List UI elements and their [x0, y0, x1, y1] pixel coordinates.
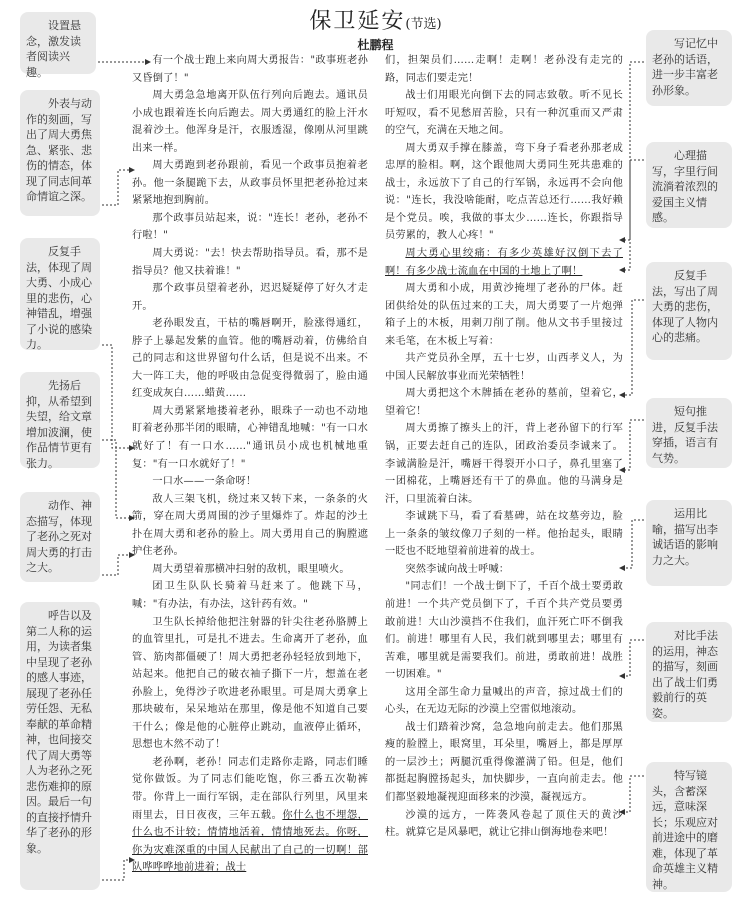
- paragraph: 共产党员孙全厚，五十七岁，山西孝义人，为中国人民解放事业而光荣牺牲！: [385, 353, 623, 382]
- annotation-note: 特写镜头，含蓄深远，意味深长；乐观应对前进途中的磨难，体现了革命英雄主义精神。: [646, 762, 732, 892]
- connector: [102, 860, 134, 880]
- paragraph: 周大勇心里绞痛：有多少英雄好汉倒下去了啊！有多少战士流血在中国的土地上了啊！: [385, 248, 623, 277]
- paragraph: 沙漠的远方，一阵袭风卷起了顶住天的黄沙柱。就算它是风暴吧，就让它排山倒海地卷来吧！: [385, 809, 623, 839]
- paragraph: 突然李诚向战士呼喊：: [405, 563, 510, 575]
- annotation-note: 心理描写，字里行间流淌着浓烈的爱国主义情感。: [646, 142, 732, 228]
- connector: [620, 776, 644, 812]
- connector: [620, 520, 644, 568]
- annotation-note: 呼告以及第二人称的运用，为读者集中呈现了老孙的感人事迹，展现了老孙任劳任怨、无私奉献的革命精神，也间接交代了周大勇等人为老孙之死悲伤难抑的原因。最后一句的直接抒情升华了老孙的形象。: [20, 602, 100, 890]
- connector: [620, 62, 644, 240]
- paragraph: 卫生队长掉给他把注射器的针尖往老孙胳膊上的血管里扎，可是扎不进去。生命离开了老孙，血管、筋肉都僵硬了！周大勇把老孙轻轻放到地下，站起来。他把自己的破衣袖子撕下一片，想盖在老孙脸上，免得沙子吹进老孙眼里。可是周大勇拿上那块破布，呆呆地站在那里，像是他不知道自己要干什么；像是他的心脏停止跳动，血液停止循环，思想也木然不动了！: [132, 616, 368, 751]
- connector: [102, 345, 134, 448]
- annotation-note: 动作、神态描写，体现了老孙之死对周大勇的打击之大。: [20, 492, 100, 582]
- paragraph: 周大勇和小成，用黄沙掩埋了老孙的尸体。赶团供给处的队伍过来的工夫，周大勇要了一片炮弹箱子上的木板，用刺刀削了削。他从文书手里接过来毛笔，在木板上写着：: [385, 283, 623, 347]
- paragraph: 周大勇紧紧地搂着老孙，眼珠子一动也不动地盯着老孙那半闭的眼睛，心神错乱地喊："有一口水就好了！有一口水……"通讯员小成也机械地重复："有一口水就好了！": [132, 405, 368, 470]
- paragraph: 敌人三架飞机，绕过来又转下来，一条条的火箭，穿在周大勇周围的沙子里爆炸了。炸起的沙土扑在周大勇和老孙的脸上。周大勇用自己的胸膛遮护住老孙。: [132, 493, 368, 558]
- paragraph: 周大勇双手撑在膝盖，弯下身子看老孙那老成忠厚的脸相。啊，这个跟他周大勇同生死共患难的战士，永远放下了自己的行军锅，永远再不会向他说："连长，我没啥能耐，吃点苦总还行……我好赖是个党员。唉，我做的事太少……连长，你跟指导员劳累的，教人心疼！": [385, 142, 623, 242]
- paragraph: 周大勇说："去！快去帮助指导员。看，那不是指导员？他又扶着谁！": [132, 248, 368, 277]
- paragraph: 一口水——一条命呀！: [152, 476, 257, 488]
- paragraph: 有一个战士跑上来向周大勇报告："政事班老孙又昏倒了！": [132, 55, 368, 84]
- paragraph: 李诚跳下马，看了看墓碑，站在坟墓旁边，脸上一条条的皱纹像刀子刻的一样。他抬起头，眼睛一眨也不眨地望着前进着的战士。: [385, 511, 623, 558]
- connector: [102, 170, 134, 205]
- paragraph: 那个政事员望着老孙，迟迟疑疑停了好久才走开。: [132, 283, 368, 312]
- annotation-note: 对比手法的运用，神态的描写，刻画出了战士们勇毅前行的英姿。: [646, 622, 732, 722]
- paragraph: 那个政事员站起来，说："连长！老孙，老孙不行啦！": [132, 212, 368, 242]
- paragraph: 周大勇跑到老孙跟前，看见一个政事员抱着老孙。他一条腿跪下去，从政事员怀里把老孙抢过来紧紧地抱到胸前。: [132, 160, 368, 207]
- annotation-note: 先扬后抑，从希望到失望，给文章增加波澜，使作品情节更有张力。: [20, 372, 100, 468]
- annotation-note: 运用比喻，描写出李诚话语的影响力之大。: [646, 500, 732, 586]
- connector: [102, 440, 134, 518]
- paragraph: 老孙啊，老孙！同志们走路你走路，同志们睡觉你做饭。为了同志们能吃饱，你三番五次勒裤带。你背上一面行军锅，走在部队行列里，风里来雨里去，日日夜夜，三年五载。你什么也不埋怨，什么也不计较；情情地活着，情情地死去。你呀，你为灾难深重的中国人民献出了自己的一切啊！部队哗哗哗地前进着；战士: [132, 756, 368, 874]
- annotation-note: 反复手法，体现了周大勇、小成心里的悲伤，心神错乱，增强了小说的感染力。: [20, 238, 100, 350]
- annotation-note: 设置悬念，激发读者阅读兴趣。: [20, 12, 96, 74]
- author: 杜鹏程: [357, 38, 394, 52]
- annotation-note: 反复手法，写出了周大勇的悲伤，体现了人物内心的悲痛。: [646, 262, 732, 360]
- paragraph: 老孙眼发直，干枯的嘴唇啊开，脸涨得通红，脖子上暴起发紫的血管。他的嘴唇动着，仿佛给自己的同志和这世界留句什么话，但是说不出来。不大一阵工夫，他的呼吸由急促变得微弱了，脸由通红变成灰白……蜡黄……: [132, 318, 368, 400]
- annotation-note: 外表与动作的刻画，写出了周大勇焦急、紧张、悲伤的情态，体现了同志间革命情谊之深。: [20, 90, 100, 216]
- paragraph: 战士们踏着沙窝，急急地向前走去。他们那黑瘦的脸膛上，眼窝里，耳朵里，嘴唇上，都是厚厚的一层沙土；两腿沉重得像灌满了铅。但是，他们都挺起胸膛扬起头，加快脚步，一直向前走去。他们都坚毅地凝视迎面移来的沙漠，凝视远方。: [385, 721, 623, 803]
- paragraph: 周大勇擦了擦头上的汗，背上老孙留下的行军锅，正要去赶自己的连队，团政治委员李诚来了。李诚满脸是汗，嘴唇干得裂开小口子，鼻孔里塞了一团棉花，上嘴唇还有干了的鼻血。他的马满身是汗，口里流着白沫。: [385, 423, 623, 505]
- connector: [620, 640, 644, 676]
- connector: [620, 420, 644, 470]
- paragraph: 周大勇把这个木牌插在老孙的墓前，望着它，望着它！: [385, 388, 623, 417]
- paragraph: 周大勇急急地离开队伍行列向后跑去。通讯员小成也跟着连长向后跑去。周大勇通红的脸上汗水混着沙土。他浑身是汗，衣服透湿，像刚从河里跳出来一样。: [132, 90, 368, 154]
- paragraph: 们，担架员们……走啊！走啊！老孙没有走完的路，同志们要走完！: [385, 55, 623, 84]
- annotation-note: 短句推进，反复手法穿插，语言有气势。: [646, 398, 732, 468]
- paragraph: 团卫生队队长骑着马赶来了。他跳下马，喊："有办法，有办法，这针药有效。": [132, 581, 368, 610]
- underlined-text: 你什么也不埋怨，什么也不计较；情情地活着，情情地死去。你呀，你为灾难深重的中国人民献出了自己的一切啊！部队哗哗哗地前进着；战士: [132, 809, 368, 874]
- connector: [620, 300, 644, 395]
- paragraph: 战士们用眼光向倒下去的同志致敬。听不见长吁短叹，看不见愁眉苦脸，只有一种沉重而又严肃的空气，充满在天地之间。: [385, 90, 623, 137]
- article-title: 保卫延安(节选): [309, 9, 442, 34]
- text-column-right: [385, 52, 623, 842]
- text-column-left: [132, 52, 368, 877]
- paragraph: 这用全部生命力量喊出的声音，掠过战士们的心头，在无边无际的沙漠上空雷似地滚动。: [385, 686, 623, 716]
- annotation-note: 写记忆中老孙的话语，进一步丰富老孙形象。: [646, 30, 732, 106]
- paragraph: "同志们！一个战士倒下了，千百个战士要勇敢前进！一个共产党员倒下了，千百个共产党员要勇敢前进！大山沙漠挡不住我们，血汗死亡吓不倒我们。前进！哪里有人民，我们就到哪里去；哪里有苦难，哪里就是需要我们。前进，勇敢前进！战胜一切困难。": [385, 581, 623, 681]
- paragraph: 周大勇望着那横冲扫射的敌机，眼里喷火。: [152, 563, 350, 575]
- connector: [620, 160, 644, 270]
- connector: [102, 555, 134, 575]
